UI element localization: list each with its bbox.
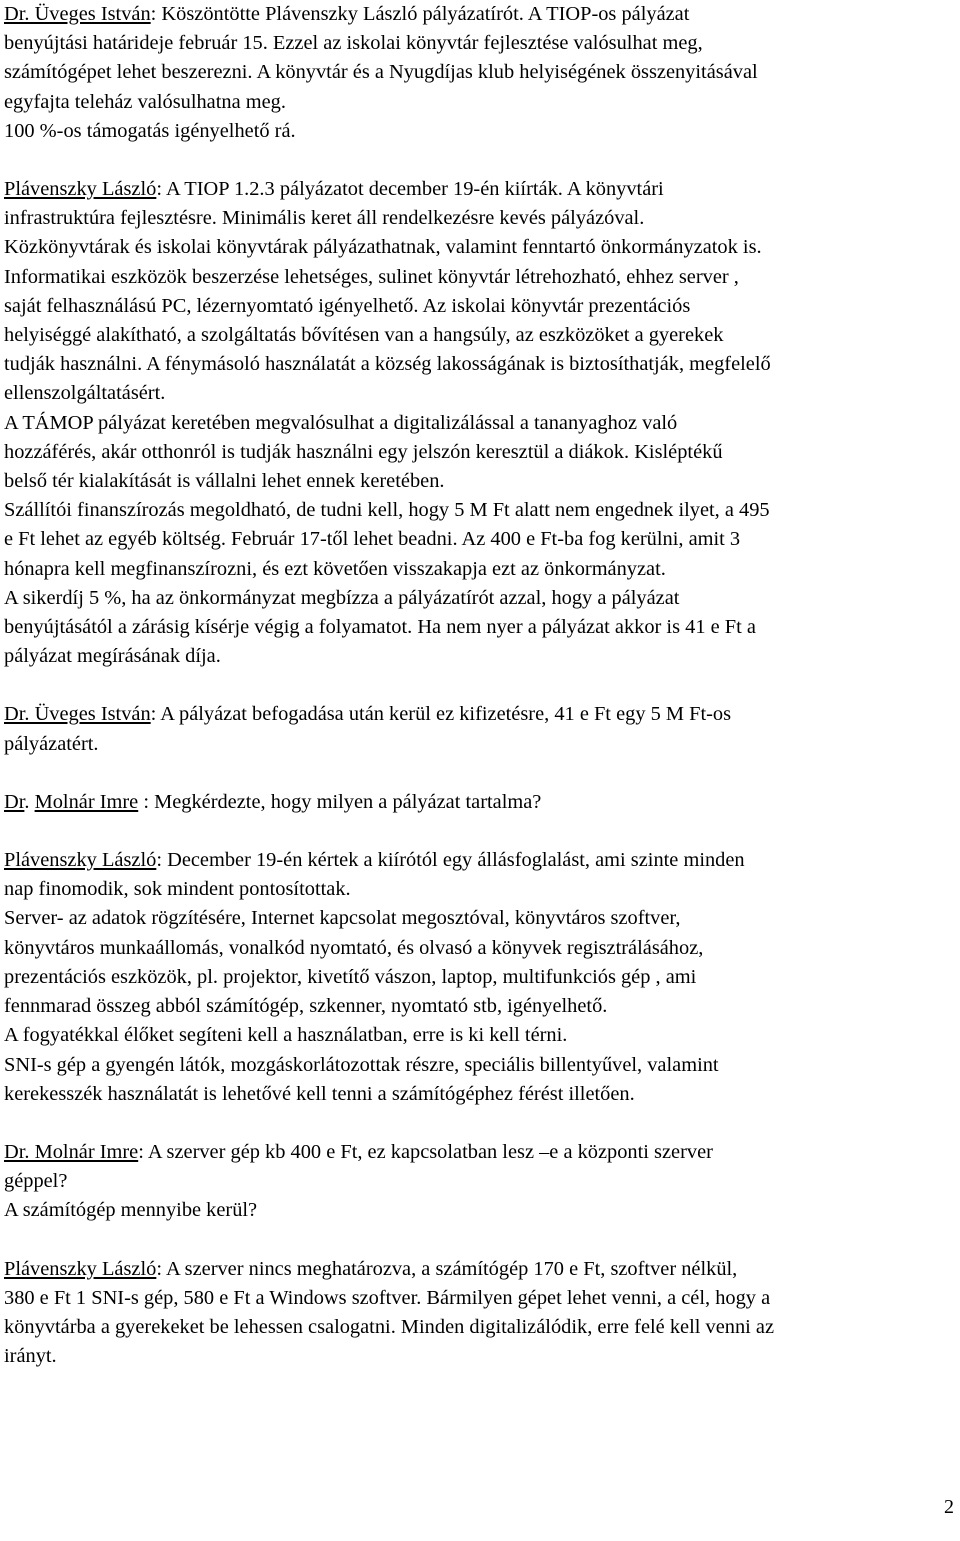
text-line [4, 525, 956, 554]
paragraph-spacer [4, 759, 956, 788]
text-run: nap finomodik, sok mindent pontosítottak. [4, 878, 351, 901]
text-run: A sikerdíj 5 %, ha az önkormányzat megbízza a pályázatírót azzal, hogy a pályázat [4, 586, 680, 609]
text-line [4, 992, 956, 1021]
text-run: géppel? [4, 1170, 68, 1193]
text-line [4, 642, 956, 671]
text-line [4, 963, 956, 992]
text-run: könyvtárba a gyerekeket be lehessen csalogatni. Minden digitalizálódik, erre felé kell venni az [4, 1315, 775, 1338]
text-run: e Ft lehet az egyéb költség. Február 17-től lehet beadni. Az 400 e Ft-ba fog kerülni, amit 3 [4, 528, 741, 551]
text-run: hónapra kell megfinanszírozni, és ezt követően visszakapja ezt az önkormányzat. [4, 557, 666, 580]
text-run: A számítógép mennyibe kerül? [4, 1199, 258, 1222]
text-line [4, 29, 956, 58]
text-line [4, 117, 956, 146]
text-run: benyújtásától a zárásig kísérje végig a folyamatot. Ha nem nyer a pályázat akkor is 41 e Ft a [4, 616, 756, 639]
speaker-name: Plávenszky László [4, 849, 157, 872]
text-line [4, 613, 956, 642]
text-run: kerekesszék használatát is lehetővé kell tenni a számítógéphez férést illetően. [4, 1082, 635, 1105]
text-line [4, 321, 956, 350]
text-run: pályázat megírásának díja. [4, 645, 221, 668]
text-line [4, 584, 956, 613]
text-line [4, 496, 956, 525]
text-run: Server- az adatok rögzítésére, Internet kapcsolat megosztóval, könyvtáros szoftver, [4, 907, 681, 930]
text-line [4, 1342, 956, 1371]
text-run: Informatikai eszközök beszerzése lehetséges, sulinet könyvtár létrehozható, ehhez server , [4, 265, 739, 288]
speaker-name: Dr. Üveges István [4, 703, 151, 726]
text-line [4, 1313, 956, 1342]
text-line [4, 904, 956, 933]
text-line [4, 555, 956, 584]
text-line [4, 350, 956, 379]
paragraph-spacer [4, 146, 956, 175]
text-line [4, 1255, 956, 1284]
text-line [4, 934, 956, 963]
text-line [4, 379, 956, 408]
text-run: könyvtáros munkaállomás, vonalkód nyomtató, és olvasó a könyvek regisztrálásához, [4, 936, 704, 959]
paragraph-spacer [4, 1109, 956, 1138]
speaker-name: Molnár Imre [34, 790, 139, 813]
paragraph-spacer [4, 1226, 956, 1255]
text-run: : A szerver gép kb 400 e Ft, ez kapcsolatban lesz –e a központi szerver [138, 1140, 713, 1163]
text-run: Közkönyvtárak és iskolai könyvtárak pályázathatnak, valamint fenntartó önkormányzatok is. [4, 236, 762, 259]
text-run: infrastruktúra fejlesztésre. Minimális keret áll rendelkezésre kevés pályázóval. [4, 207, 645, 230]
paragraph-spacer [4, 817, 956, 846]
text-run: : Megkérdezte, hogy milyen a pályázat tartalma? [138, 790, 542, 813]
text-line [4, 263, 956, 292]
text-run: pályázatért. [4, 732, 99, 755]
text-line [4, 175, 956, 204]
text-run: benyújtási határideje február 15. Ezzel az iskolai könyvtár fejlesztése valósulhat meg, [4, 32, 703, 55]
text-line [4, 0, 956, 29]
speaker-name: Plávenszky László [4, 178, 157, 201]
text-run: A TÁMOP pályázat keretében megvalósulhat a digitalizálással a tananyaghoz való [4, 411, 678, 434]
page-number: 2 [944, 1496, 954, 1518]
text-line [4, 88, 956, 117]
text-line [4, 58, 956, 87]
text-run: belső tér kialakítását is vállalni lehet ennek keretében. [4, 470, 445, 493]
text-run: : December 19-én kértek a kiírótól egy állásfoglalást, ami szinte minden [156, 849, 745, 872]
document-body [4, 0, 956, 1371]
text-line [4, 730, 956, 759]
text-line [4, 1196, 956, 1225]
text-line [4, 467, 956, 496]
text-run: : Köszöntötte Plávenszky László pályázatírót. A TIOP-os pályázat [150, 3, 690, 25]
text-line [4, 1284, 956, 1313]
text-line [4, 292, 956, 321]
speaker-name: Plávenszky László [4, 1257, 157, 1280]
text-run: : A pályázat befogadása után kerül ez kifizetésre, 41 e Ft egy 5 M Ft-os [150, 703, 732, 726]
text-run: egyfajta teleház valósulhatna meg. [4, 90, 286, 113]
speaker-name: Dr [4, 790, 25, 813]
text-run: : A TIOP 1.2.3 pályázatot december 19-én kiírták. A könyvtári [156, 178, 664, 201]
text-line [4, 1080, 956, 1109]
text-run: SNI-s gép a gyengén látók, mozgáskorlátozottak részre, speciális billentyűvel, valamint [4, 1053, 719, 1076]
text-line [4, 788, 956, 817]
text-run: A fogyatékkal élőket segíteni kell a használatban, erre is ki kell térni. [4, 1024, 568, 1047]
text-run: helyiséggé alakítható, a szolgáltatás bővítésen van a hangsúly, az eszközöket a gyerekek [4, 324, 724, 347]
text-line [4, 1138, 956, 1167]
text-run: 380 e Ft 1 SNI-s gép, 580 e Ft a Windows szoftver. Bármilyen gépet lehet venni, a cél, hogy a [4, 1286, 771, 1309]
text-run: irányt. [4, 1345, 57, 1368]
text-run: számítógépet lehet beszerezni. A könyvtár és a Nyugdíjas klub helyiségének összenyitásával [4, 61, 758, 84]
text-line [4, 1051, 956, 1080]
text-run: ellenszolgáltatásért. [4, 382, 166, 405]
text-run: fennmarad összeg abból számítógép, szkenner, nyomtató stb, igényelhető. [4, 995, 608, 1018]
text-run: prezentációs eszközök, pl. projektor, kivetítő vászon, laptop, multifunkciós gép , ami [4, 965, 697, 988]
text-line [4, 846, 956, 875]
text-line [4, 409, 956, 438]
text-run: Szállítói finanszírozás megoldható, de tudni kell, hogy 5 M Ft alatt nem engednek ilyet, a 495 [4, 499, 770, 522]
text-run: 100 %-os támogatás igényelhető rá. [4, 119, 296, 142]
speaker-name: Dr. Molnár Imre [4, 1140, 139, 1163]
text-line [4, 438, 956, 467]
text-line [4, 875, 956, 904]
text-run: tudják használni. A fénymásoló használatát a község lakosságának is biztosíthatják, megfelelő [4, 353, 771, 376]
text-run: : A szerver nincs meghatározva, a számítógép 170 e Ft, szoftver nélkül, [156, 1257, 738, 1280]
paragraph-spacer [4, 671, 956, 700]
speaker-name: Dr. Üveges István [4, 3, 151, 25]
text-line [4, 700, 956, 729]
text-line [4, 204, 956, 233]
text-run: saját felhasználású PC, lézernyomtató igényelhető. Az iskolai könyvtár prezentációs [4, 294, 691, 317]
text-line [4, 1167, 956, 1196]
text-run: . [24, 790, 35, 813]
text-run: hozzáférés, akár otthonról is tudják használni egy jelszón keresztül a diákok. Kisléptékű [4, 440, 723, 463]
text-line [4, 1021, 956, 1050]
text-line [4, 233, 956, 262]
